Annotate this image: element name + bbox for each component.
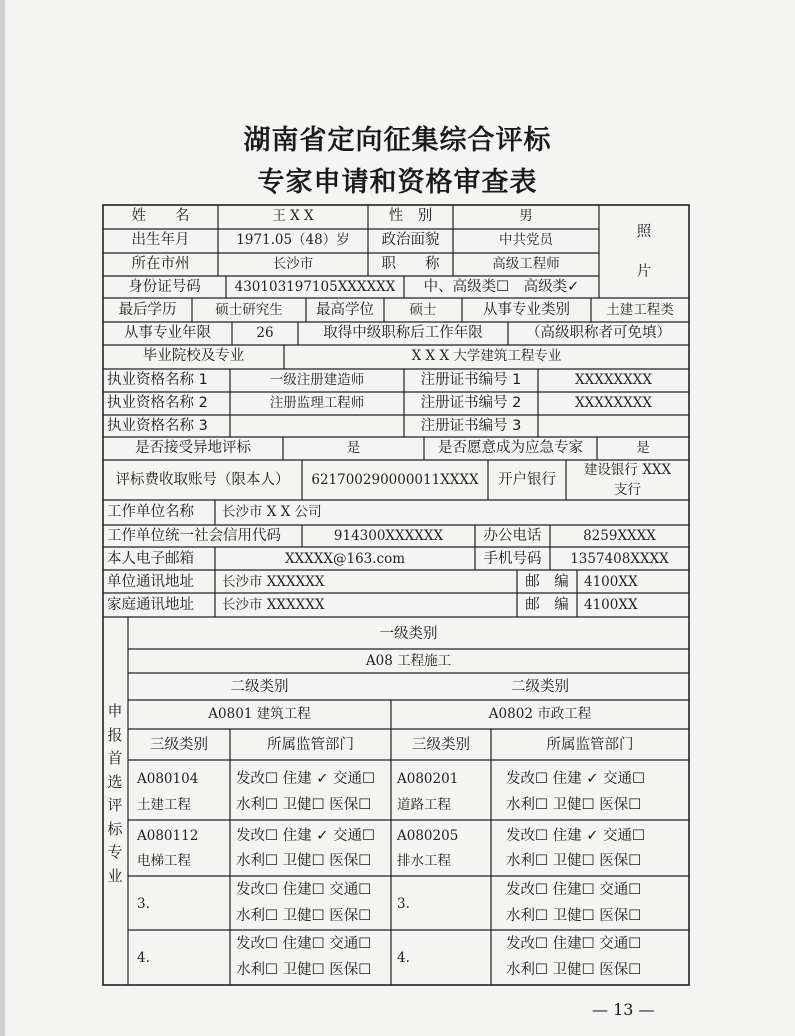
major-category-label: 从事专业类别 [483,302,570,318]
gender-label: 性 别 [388,208,433,224]
account-value[interactable]: 621700290000011XXXX [311,472,479,488]
left-row-1-code[interactable]: A080104 [137,771,199,787]
unit-zip-label: 邮 编 [525,574,569,590]
certificate-3-label: 注册证书编号 3 [420,418,522,434]
left-row-1-dept-line-2[interactable]: 水利☐ 卫健☐ 医保☐ [236,797,372,813]
city-label: 所在市州 [131,256,190,272]
email-label: 本人电子邮箱 [107,551,194,567]
qualification-2-label: 执业资格名称 2 [107,395,208,411]
certificate-2-label: 注册证书编号 2 [420,395,522,411]
left-row-2-code[interactable]: A080112 [137,828,199,844]
level1-label: 一级类别 [379,626,438,642]
photo-label-2: 片 [636,264,652,280]
left-row-2-dept-line-2[interactable]: 水利☐ 卫健☐ 医保☐ [236,853,372,869]
left-row-4-dept-line-1[interactable]: 发改☐ 住建☐ 交通☐ [236,936,372,952]
birth-value[interactable]: 1971.05（48）岁 [236,232,350,248]
right-row-2-dept-line-1[interactable]: 发改☐ 住建 ✓ 交通☐ [506,828,645,844]
right-row-4-code[interactable]: 4. [397,950,410,966]
years-label: 从事专业年限 [124,325,211,341]
emergency-value[interactable]: 是 [636,440,650,456]
work-unit-label: 工作单位名称 [107,504,194,520]
credit-code-label: 工作单位统一社会信用代码 [107,528,281,544]
school-value[interactable]: X X X 大学建筑工程专业 [411,348,562,364]
certificate-1-label: 注册证书编号 1 [420,372,522,388]
city-value[interactable]: 长沙市 [272,256,314,272]
level3-label-left: 三级类别 [150,737,208,753]
bank-value-line-1[interactable]: 建设银行 XXX [583,462,672,478]
right-row-4-dept-line-2[interactable]: 水利☐ 卫健☐ 医保☐ [506,962,642,978]
home-address-value[interactable]: 长沙市 XXXXXX [222,597,325,613]
home-zip-value[interactable]: 4100XX [584,597,638,613]
years-value[interactable]: 26 [256,325,274,341]
unit-zip-value[interactable]: 4100XX [584,574,638,590]
left-row-3-code[interactable]: 3. [137,896,150,912]
level1-value[interactable]: A08 工程施工 [365,653,452,669]
left-row-3-dept-line-2[interactable]: 水利☐ 卫健☐ 医保☐ [236,908,372,924]
gender-value[interactable]: 男 [519,208,533,224]
work-years-note[interactable]: （高级职称者可免填） [526,325,671,341]
page-number: — 13 — [592,1000,655,1019]
remote-value[interactable]: 是 [346,440,361,456]
qualification-1-value[interactable]: 一级注册建造师 [269,372,365,388]
degree-value[interactable]: 硕士 [409,302,437,318]
dept-label-right: 所属监管部门 [546,737,634,753]
right-row-3-dept-line-2[interactable]: 水利☐ 卫健☐ 医保☐ [506,908,642,924]
left-row-2-dept-line-1[interactable]: 发改☐ 住建 ✓ 交通☐ [236,828,375,844]
left-row-1-dept-line-1[interactable]: 发改☐ 住建 ✓ 交通☐ [236,771,375,787]
certificate-1-value[interactable]: XXXXXXXX [575,372,652,388]
bank-value-line-2[interactable]: 支行 [614,482,641,498]
id-label: 身份证号码 [128,279,201,295]
unit-address-value[interactable]: 长沙市 XXXXXX [222,574,325,590]
left-row-4-dept-line-2[interactable]: 水利☐ 卫健☐ 医保☐ [236,962,372,978]
level2-value-right[interactable]: A0802 市政工程 [488,706,592,722]
form-title-line-1: 湖南省定向征集综合评标 [243,125,552,156]
job-title-label: 职 称 [381,256,440,272]
work-unit-value[interactable]: 长沙市 X X 公司 [222,504,322,520]
unit-address-label: 单位通讯地址 [107,574,194,590]
mobile-label: 手机号码 [483,551,542,567]
left-row-1-name[interactable]: 土建工程 [137,797,191,813]
home-address-label: 家庭通讯地址 [107,597,194,613]
left-row-4-code[interactable]: 4. [137,950,150,966]
name-value[interactable]: 王 X X [272,208,314,224]
certificate-2-value[interactable]: XXXXXXXX [575,395,652,411]
school-label: 毕业院校及专业 [142,348,245,364]
home-zip-label: 邮 编 [525,597,569,613]
level2-value-left[interactable]: A0801 建筑工程 [208,706,311,722]
right-row-3-dept-line-1[interactable]: 发改☐ 住建☐ 交通☐ [506,882,642,898]
right-row-2-name[interactable]: 排水工程 [397,853,451,869]
politics-value[interactable]: 中共党员 [499,232,553,248]
right-row-4-dept-line-1[interactable]: 发改☐ 住建☐ 交通☐ [506,936,642,952]
id-value[interactable]: 430103197105XXXXXX [234,279,396,295]
office-phone-value[interactable]: 8259XXXX [583,528,656,544]
form-title-line-2: 专家申请和资格审查表 [257,167,538,198]
apply-side-label: 申 报 首 选 评 标 专 业 [107,702,123,885]
account-label: 评标费收取账号（限本人） [115,472,290,488]
major-category-value[interactable]: 土建工程类 [606,302,674,318]
level2-label-left: 二级类别 [230,679,289,695]
politics-label: 政治面貌 [381,232,440,248]
dept-label-left: 所属监管部门 [267,737,354,753]
level3-label-right: 三级类别 [412,737,470,753]
right-row-1-code[interactable]: A080201 [397,771,459,787]
qualification-1-label: 执业资格名称 1 [107,372,208,388]
qualification-2-value[interactable]: 注册监理工程师 [269,395,365,411]
remote-label: 是否接受异地评标 [135,440,251,456]
qualification-3-label: 执业资格名称 3 [107,418,208,434]
mobile-value[interactable]: 1357408XXXX [570,551,669,567]
name-label: 姓 名 [131,208,190,224]
education-value[interactable]: 硕士研究生 [215,302,283,318]
office-phone-label: 办公电话 [483,528,542,544]
level2-label-right: 二级类别 [511,679,569,695]
email-value[interactable]: XXXXX@163.com [284,551,406,567]
left-row-2-name[interactable]: 电梯工程 [137,853,191,869]
right-row-1-dept-line-2[interactable]: 水利☐ 卫健☐ 医保☐ [506,797,642,813]
credit-code-value[interactable]: 914300XXXXXX [333,528,444,544]
right-row-1-name[interactable]: 道路工程 [397,797,451,813]
bank-label: 开户银行 [498,472,556,488]
job-title-value[interactable]: 高级工程师 [492,256,560,272]
right-row-2-code[interactable]: A080205 [397,828,459,844]
degree-label: 最高学位 [316,302,374,318]
photo-label-1: 照 [636,224,652,240]
right-row-1-dept-line-1[interactable]: 发改☐ 住建 ✓ 交通☐ [506,771,645,787]
level-checkboxes[interactable]: 中、高级类☐ 高级类✓ [423,279,580,295]
emergency-label: 是否愿意成为应急专家 [438,440,583,456]
left-row-3-dept-line-1[interactable]: 发改☐ 住建☐ 交通☐ [236,882,372,898]
right-row-2-dept-line-2[interactable]: 水利☐ 卫健☐ 医保☐ [506,853,642,869]
birth-label: 出生年月 [131,232,190,248]
right-row-3-code[interactable]: 3. [397,896,410,912]
work-years-label: 取得中级职称后工作年限 [323,325,483,341]
education-label: 最后学历 [118,302,177,318]
